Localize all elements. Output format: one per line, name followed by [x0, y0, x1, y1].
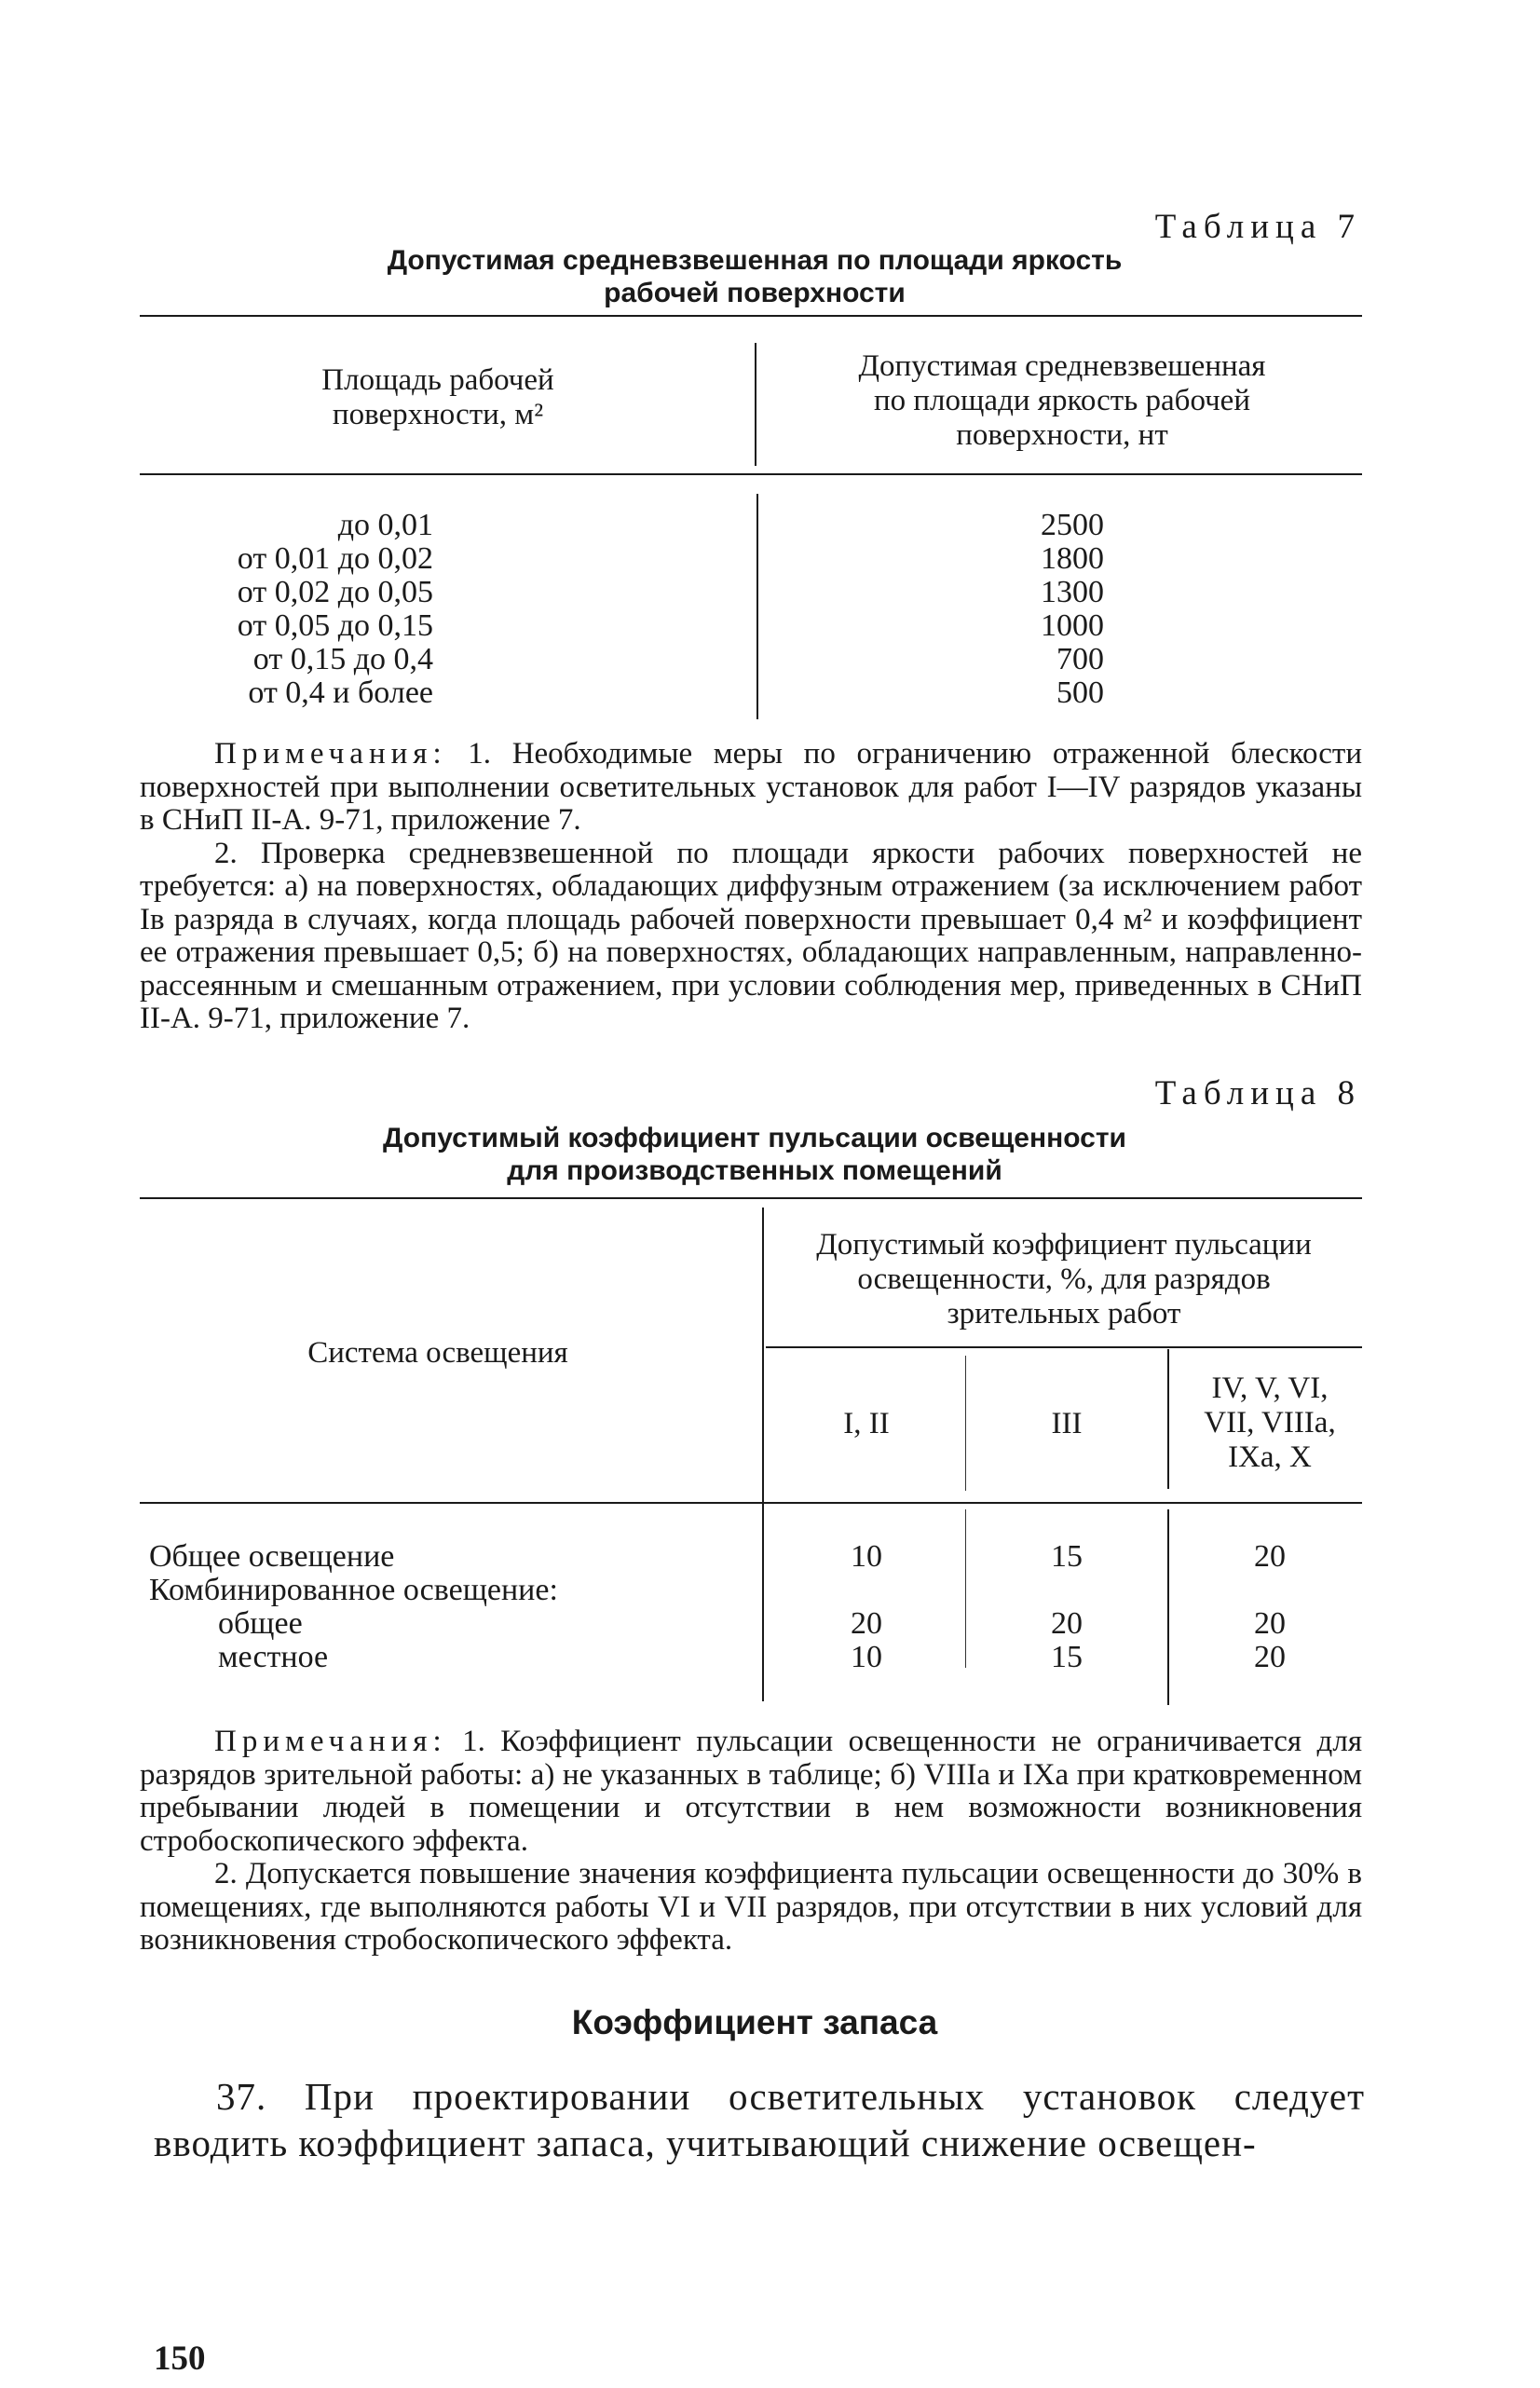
table8-notes [140, 1726, 1362, 1958]
section-title: Коэффициент запаса [571, 2003, 938, 2041]
table7-label: Таблица 7 [1154, 208, 1361, 246]
table8-sub-divider-1 [965, 1356, 966, 1491]
section-paragraph [154, 2073, 1365, 2166]
table8-subheader-3 [1172, 1371, 1368, 1475]
table7-value-cell: 700 [1056, 642, 1104, 676]
table8-group-header-line2: освещенности, %, для разрядов [857, 1262, 1271, 1296]
table8-c1-cell [773, 1574, 960, 1607]
table8-col1-header: Система освещения [307, 1336, 568, 1370]
table7-header-divider [755, 343, 756, 466]
table8-subheader-3-line3: IXa, X [1228, 1440, 1312, 1474]
table8-group-header-line3: зрительных работ [947, 1297, 1181, 1330]
table8-system-cell: Комбинированное освещение: [149, 1573, 558, 1607]
table8-subheader-3-line2: VII, VIIIa, [1204, 1406, 1336, 1440]
table7-area-cell: от 0,15 до 0,4 [252, 642, 433, 676]
table7-header-rule [140, 473, 1362, 475]
table8-c3-column [1172, 1540, 1368, 1674]
table7-col2-header-line2: по площади яркость рабочей [873, 384, 1250, 417]
table8-body-divider-1 [965, 1509, 966, 1668]
table8-c1-cell: 20 [851, 1606, 882, 1641]
table7-col2-header-line3: поверхности, нт [956, 418, 1168, 452]
table7-notes-label: Примечания: [214, 737, 447, 771]
table8-header-rule [140, 1502, 1362, 1504]
table8-c3-cell [1172, 1574, 1368, 1607]
table7-top-rule [140, 315, 1362, 317]
table7-body-divider [756, 494, 758, 719]
table7-col1-header [252, 363, 624, 432]
page-number: 150 [154, 2340, 206, 2378]
table7-col1-header-line2: поверхности, м² [332, 398, 544, 431]
table7-col2-header [801, 349, 1323, 453]
table7-value-cell: 1000 [1041, 608, 1104, 643]
table7-title [140, 244, 1370, 309]
table8-notes-label: Примечания: [214, 1725, 447, 1758]
table8-system-cell: Общее освещение [149, 1539, 395, 1574]
table7-value-cell: 2500 [1041, 508, 1104, 542]
table8-title-line2: для производственных помещений [507, 1155, 1002, 1186]
table8-sub-divider-2 [1167, 1349, 1169, 1489]
table8-c3-cell: 20 [1254, 1640, 1286, 1674]
table8-top-rule [140, 1197, 1362, 1199]
table8-c1-cell: 10 [851, 1640, 882, 1674]
table8-system-cell: общее [218, 1606, 303, 1641]
table7-note2: 2. Проверка средневзвешенной по площади яркости рабочих поверхностей не требуется: а) на поверхностях, обладающих диффузным отражением (за исключением работ Iв разряда в случаях, когда площадь рабочей поверхности превышает 0,4 м² и коэффициент ее отражения превышает 0,5; б) на поверхностях, обладающих направленным, направленно-рассеянным и смешанным отражением, при условии соблюдения мер, приведенных в СНиП II-А. 9-71, приложение 7. [140, 836, 1362, 1035]
table7-area-cell: от 0,02 до 0,05 [237, 575, 433, 609]
table8-c3-cell: 20 [1254, 1606, 1286, 1641]
table8-c2-cell: 15 [1051, 1640, 1083, 1674]
table7-area-cell: от 0,05 до 0,15 [237, 608, 433, 643]
table7-note1: 1. Необходимые меры по ограничению отраженной блескости поверхностей при выполнении осветительных установок для работ I—IV разрядов указаны в СНиП II-А. 9-71, приложение 7. [140, 737, 1362, 837]
table8-group-header [766, 1228, 1362, 1331]
table8-group-header-line1: Допустимый коэффициент пульсации [816, 1228, 1312, 1262]
table8-c3-cell: 20 [1254, 1539, 1286, 1574]
table7-notes [140, 738, 1362, 1036]
table8-c2-column [969, 1540, 1165, 1674]
table8-c1-cell: 10 [851, 1539, 882, 1574]
table8-system-column [149, 1540, 745, 1674]
table8-title-line1: Допустимый коэффициент пульсации освещенности [383, 1123, 1126, 1153]
table8-subheader-3-line1: IV, V, VI, [1211, 1371, 1329, 1405]
table7-col1-header-line1: Площадь рабочей [321, 363, 554, 397]
table7-title-line2: рабочей поверхности [604, 278, 906, 308]
table7-area-cell: до 0,01 [337, 508, 433, 542]
table7-value-cell: 500 [1056, 675, 1104, 710]
table8-system-cell: местное [218, 1640, 329, 1674]
table8-note1: 1. Коэффициент пульсации освещенности не ограничивается для разрядов зрительной работы: а) не указанных в таблице; б) VIIIа и IXа при кратковременном пребывании людей в помещении и отсутствии в нем возможности возникновения стробоскопического эффекта. [140, 1725, 1362, 1858]
table8-c2-cell: 20 [1051, 1606, 1083, 1641]
table7-area-cell: от 0,4 и более [248, 675, 433, 710]
table8-c2-cell [969, 1574, 1165, 1607]
table7-value-cell: 1800 [1041, 541, 1104, 576]
table7-title-line1: Допустимая средневзвешенная по площади яркость [387, 245, 1123, 276]
table8-subheader-1: I, II [843, 1407, 890, 1440]
table8-c1-column [773, 1540, 960, 1674]
table7-area-column [140, 509, 433, 710]
table8-col1-divider [762, 1208, 764, 1701]
table8-c2-cell: 15 [1051, 1539, 1083, 1574]
table8-label: Таблица 8 [1154, 1074, 1361, 1112]
table7-value-column [932, 509, 1104, 710]
table8-subheader-2: III [1051, 1407, 1083, 1440]
section-paragraph-text: 37. При проектировании осветительных установок следует вводить коэффициент запаса, учитывающий снижение освещен- [154, 2075, 1365, 2164]
table8-body-divider-2 [1167, 1509, 1169, 1705]
table7-value-cell: 1300 [1041, 575, 1104, 609]
table8-group-rule [766, 1346, 1362, 1348]
table8-note2: 2. Допускается повышение значения коэффициента пульсации освещенности до 30% в помещениях, где выполняются работы VI и VII разрядов, при отсутствии в них условий для возникновения стробоскопического эффекта. [140, 1857, 1362, 1957]
table7-col2-header-line1: Допустимая средневзвешенная [858, 349, 1266, 383]
table8-title [140, 1122, 1370, 1187]
table7-area-cell: от 0,01 до 0,02 [237, 541, 433, 576]
